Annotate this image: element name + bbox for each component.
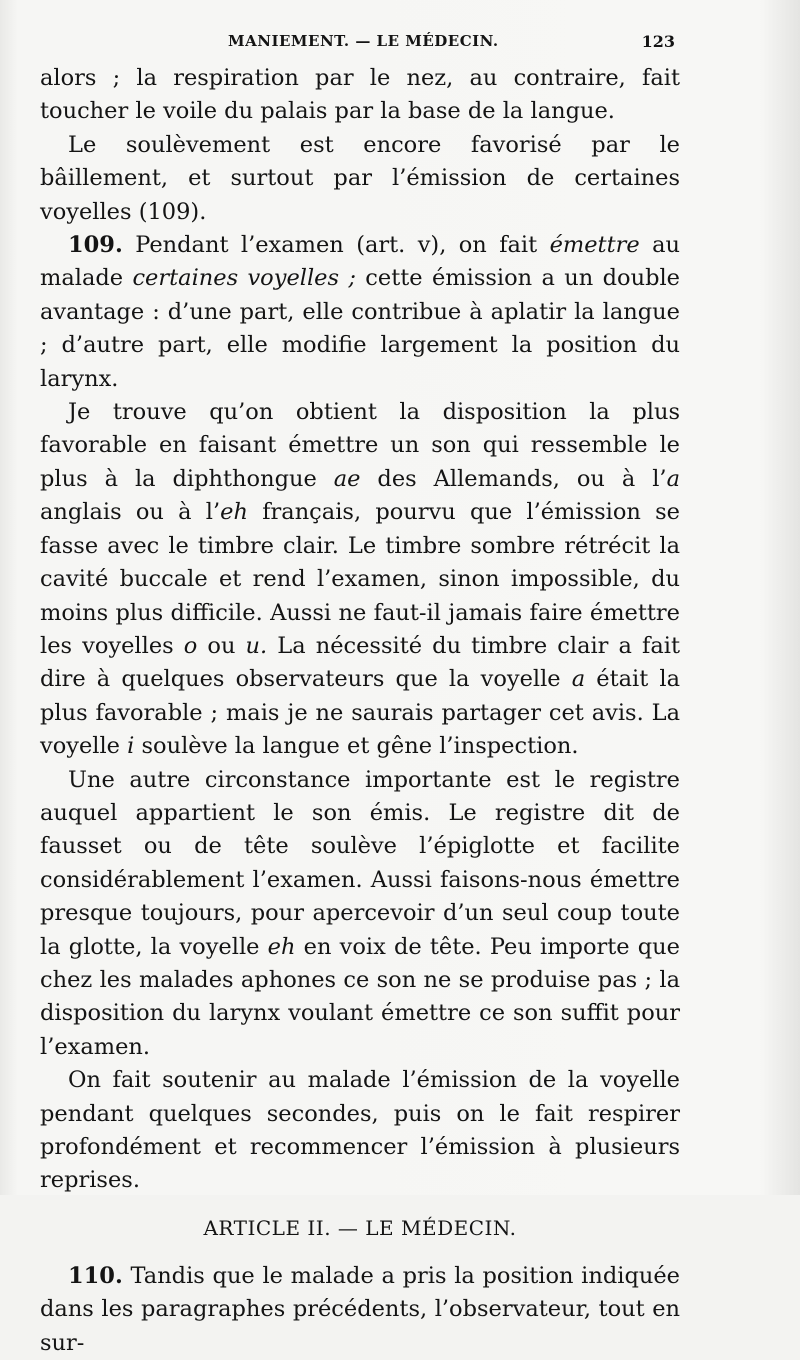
paragraph-109: 109. Pendant l’examen (art. v), on fait émettre au malade certaines voyelles ; cette émission a un double avantage : d’une part, elle contribue à aplatir la langue ; d’autre part, elle modifie largement la position du larynx. bbox=[40, 232, 681, 392]
page-header bbox=[40, 32, 680, 58]
paragraph-110: 110. Tandis que le malade a pris la position indiquée dans les paragraphes précédents, l’observateur, tout en sur- bbox=[40, 1262, 680, 1356]
section-number-109: 109. bbox=[68, 232, 123, 259]
paragraph-soutenir: On fait soutenir au malade l’émission de la voyelle pendant quelques secondes, puis on le fait respirer profondément et recommencer l’émission à plusieurs reprises. bbox=[40, 1067, 680, 1194]
page-number: 123 bbox=[641, 32, 675, 51]
paragraph-continued: alors ; la respiration par le nez, au contraire, fait toucher le voile du palais par la base de la langue. bbox=[40, 65, 680, 125]
section-number-110: 110. bbox=[68, 1262, 123, 1289]
paragraph-voyelles: Je trouve qu’on obtient la disposition la plus favorable en faisant émettre un son qui ressemble le plus à la diphthongue ae des Allemands, ou à l’a anglais ou à l’eh français, pourvu que l’émission se fasse avec le timbre clair. Le timbre sombre rétrécit la cavité buccale et rend l’examen, sinon impossible, du moins plus difficile. Aussi ne faut-il jamais faire émettre les voyelles o ou u. La nécessité du timbre clair a fait dire à quelques observateurs que la voyelle a était la plus favorable ; mais je ne saurais partager cet avis. La voyelle i soulève la langue et gêne l’inspection. bbox=[40, 399, 680, 760]
running-head: MANIEMENT. — LE MÉDECIN. bbox=[228, 32, 499, 50]
article-heading: ARTICLE II. — LE MÉDECIN. bbox=[203, 1215, 517, 1240]
page-body bbox=[40, 62, 680, 1360]
paragraph-soulevement: Le soulèvement est encore favorisé par le bâillement, et surtout par l’émission de certaines voyelles (109). bbox=[40, 131, 680, 225]
paragraph-registre: Une autre circonstance importante est le registre auquel appartient le son émis. Le registre dit de fausset ou de tête soulève l’épiglotte et facilite considérablement l’examen. Aussi faisons-nous émettre presque toujours, pour apercevoir d’un seul coup toute la glotte, la voyelle eh en voix de tête. Peu importe que chez les malades aphones ce son ne se produise pas ; la disposition du larynx voulant émettre ce son suffit pour l’examen. bbox=[40, 766, 680, 1060]
